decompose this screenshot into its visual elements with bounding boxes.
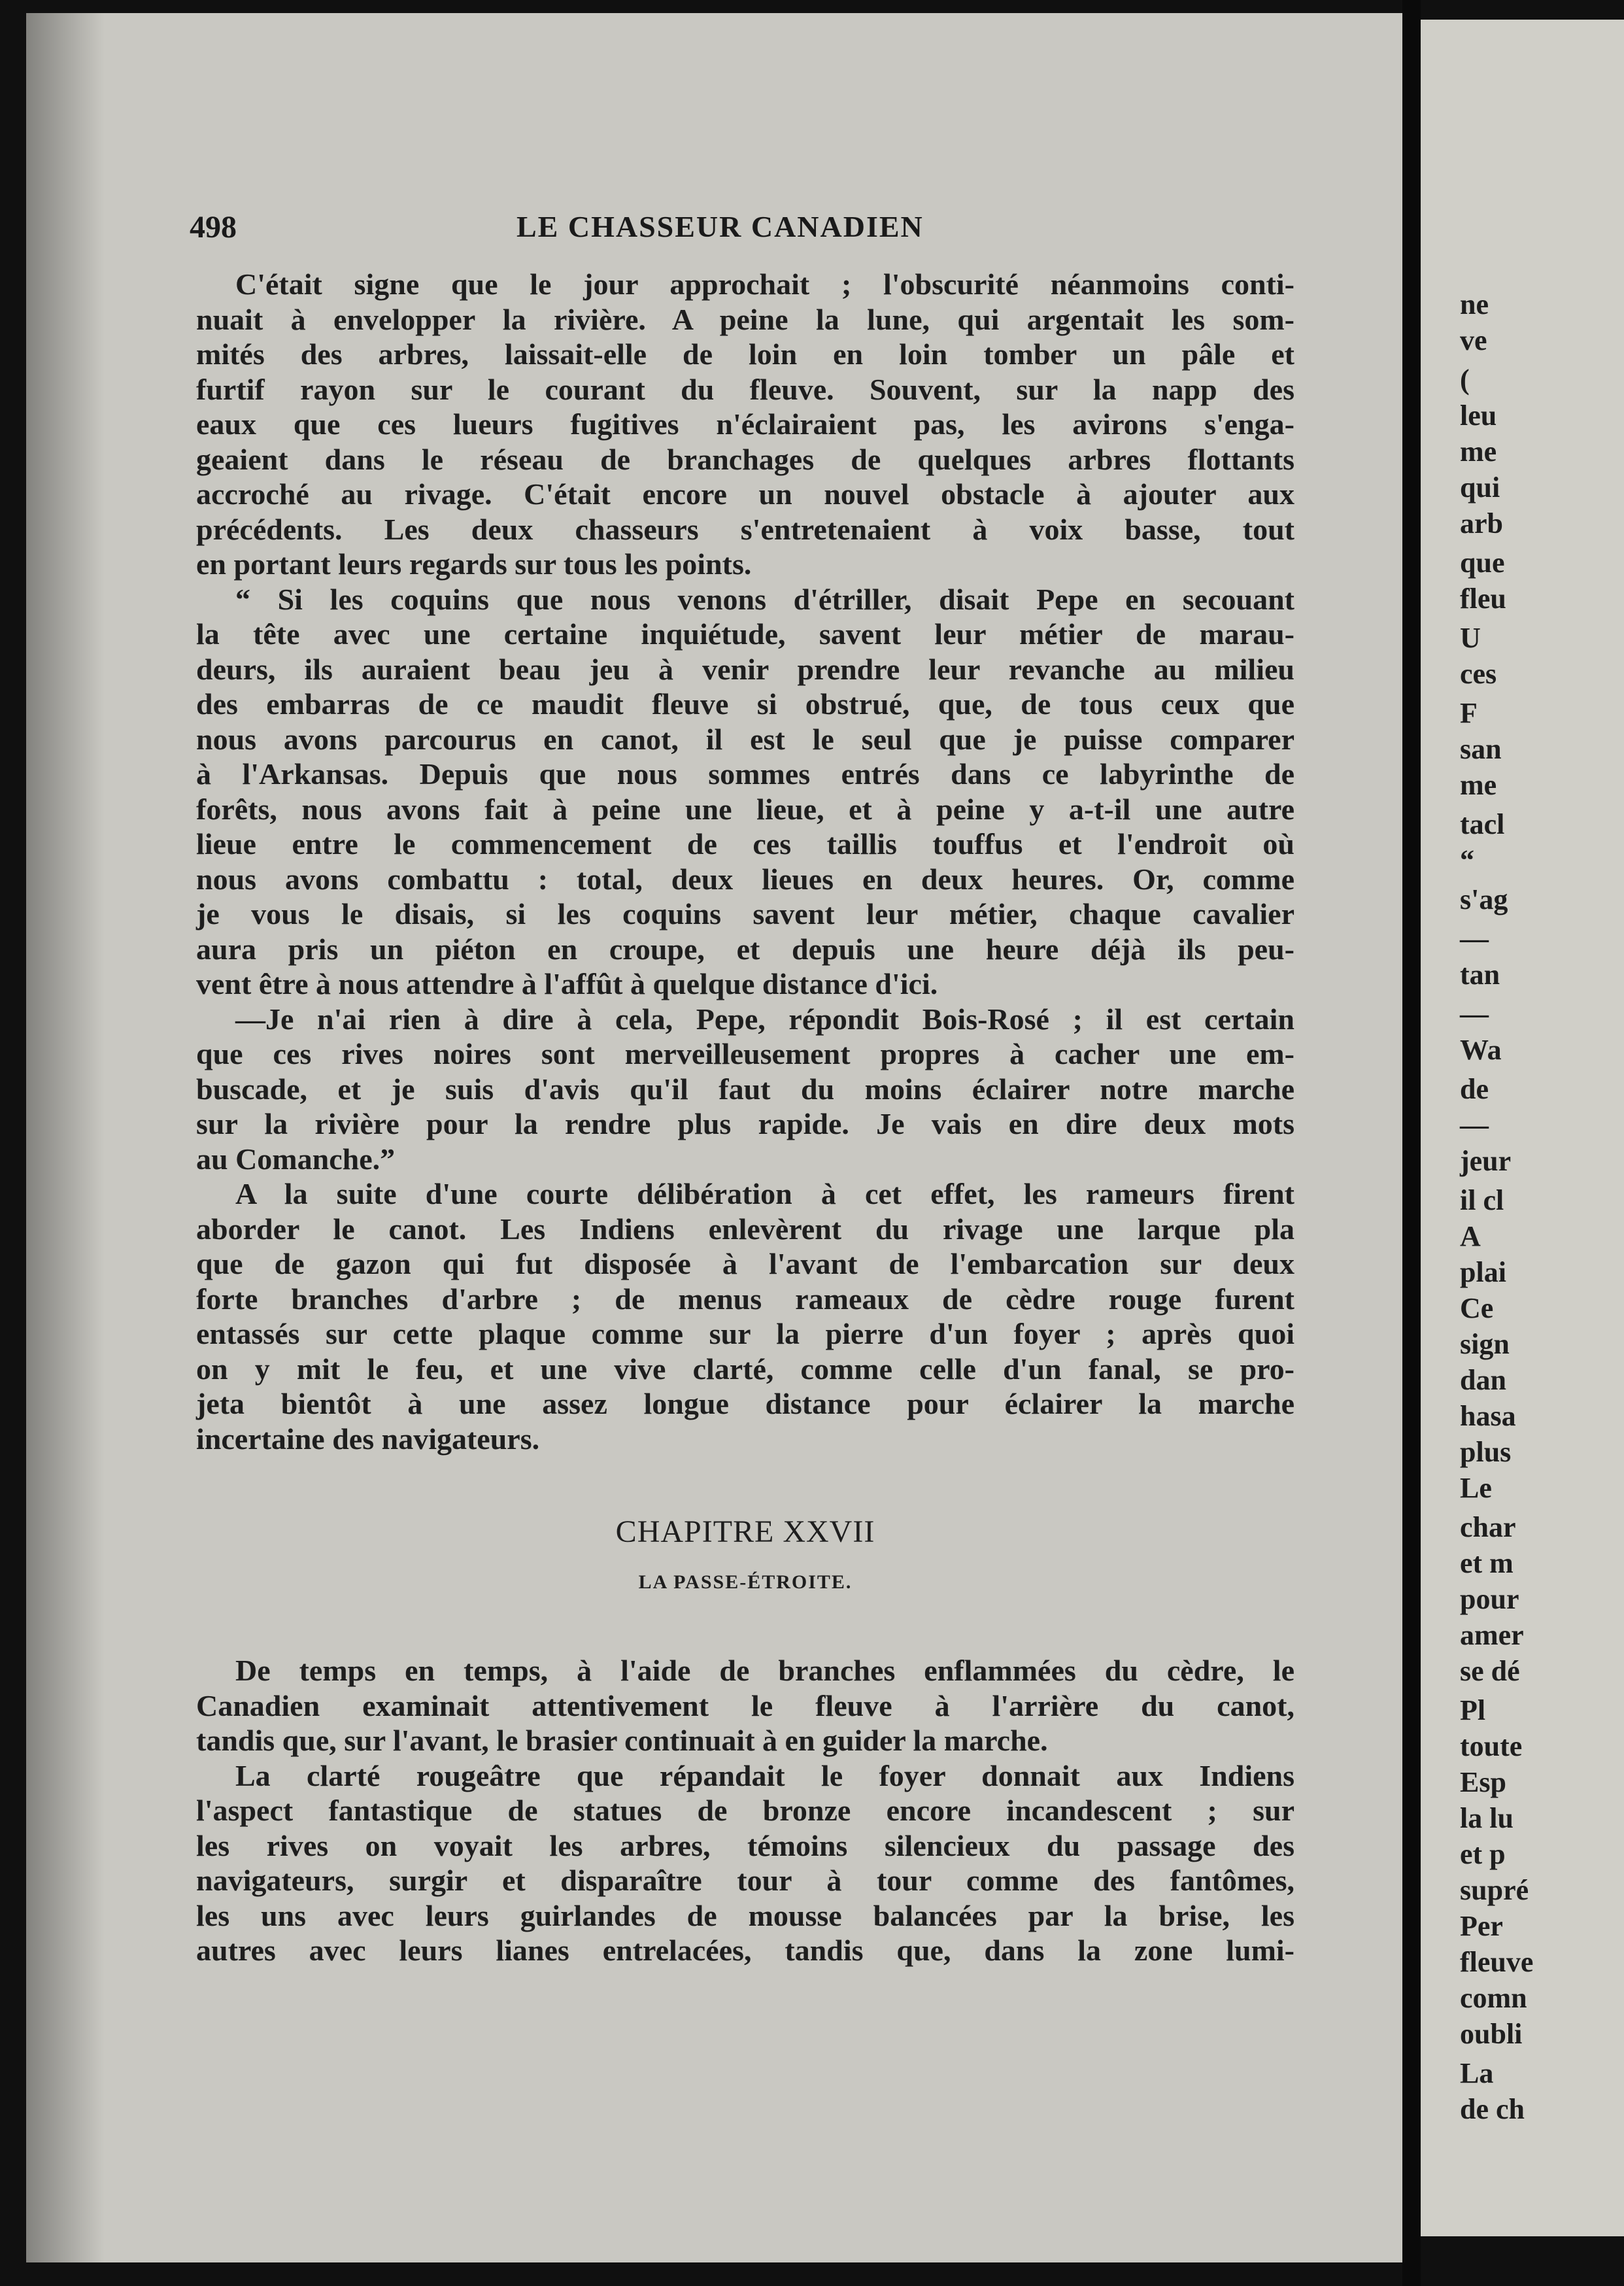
fragment-line: Le <box>1460 1472 1492 1504</box>
text-line: accroché au rivage. C'était encore un nouvel obstacle à ajouter aux <box>196 477 1294 511</box>
text-line: eaux que ces lueurs fugitives n'éclairaient pas, les avirons s'enga- <box>196 407 1294 441</box>
text-line: nous avons combattu : total, deux lieues en deux heures. Or, comme <box>196 862 1294 896</box>
fragment-line: comn <box>1460 1982 1527 2014</box>
fragment-line: jeur <box>1460 1145 1512 1177</box>
fragment-line: s'ag <box>1460 883 1508 915</box>
text-line: La clarté rougeâtre que répandait le foyer donnait aux Indiens <box>235 1758 1294 1792</box>
text-line: que de gazon qui fut disposée à l'avant de l'embarcation sur deux <box>196 1247 1294 1280</box>
chapter-subtitle: LA PASSE-ÉTROITE. <box>638 1571 853 1593</box>
fragment-line: “ <box>1460 844 1474 876</box>
text-line: jeta bientôt à une assez longue distance pour éclairer la marche <box>196 1387 1294 1420</box>
fragment-line: qui <box>1460 471 1500 503</box>
body-text-upper <box>196 267 1294 1456</box>
text-line: précédents. Les deux chasseurs s'entretenaient à voix basse, tout <box>196 512 1294 546</box>
fragment-line: san <box>1460 733 1502 765</box>
text-line: les uns avec leurs guirlandes de mousse balancées par la brise, les <box>196 1898 1294 1932</box>
text-line: on y mit le feu, et une vive clarté, comme celle d'un fanal, se pro- <box>196 1352 1294 1386</box>
fragment-line: et p <box>1460 1838 1506 1870</box>
text-line: incertaine des navigateurs. <box>196 1422 540 1456</box>
text-line: aborder le canot. Les Indiens enlevèrent du rivage une larque pla <box>196 1212 1294 1246</box>
text-line: au Comanche.” <box>196 1142 396 1176</box>
fragment-line: La <box>1460 2057 1494 2089</box>
fragment-line: sign <box>1460 1328 1510 1360</box>
text-line: vent être à nous attendre à l'affût à quelque distance d'ici. <box>196 967 938 1000</box>
text-line: tandis que, sur l'avant, le brasier continuait à en guider la marche. <box>196 1724 1048 1757</box>
fragment-line: Pl <box>1460 1694 1486 1726</box>
fragment-line: dan <box>1460 1364 1506 1396</box>
text-line: à l'Arkansas. Depuis que nous sommes entrés dans ce labyrinthe de <box>196 757 1294 791</box>
fragment-line: leu <box>1460 400 1497 432</box>
fragment-line: pour <box>1460 1583 1519 1615</box>
fragment-line: arb <box>1460 507 1503 539</box>
text-line: buscade, et je suis d'avis qu'il faut du moins éclairer notre marche <box>196 1072 1294 1106</box>
fragment-line: que <box>1460 547 1505 579</box>
fragment-line: plai <box>1460 1256 1506 1288</box>
fragment-line: — <box>1460 998 1489 1030</box>
fragment-line: tacl <box>1460 808 1505 840</box>
fragment-line: A <box>1460 1220 1481 1252</box>
text-line: je vous le disais, si les coquins savent leur métier, chaque cavalier <box>196 897 1294 930</box>
fragment-line: la lu <box>1460 1802 1514 1834</box>
left-page <box>26 13 1402 2262</box>
fragment-line: tan <box>1460 959 1500 991</box>
fragment-line: fleu <box>1460 583 1506 615</box>
right-page <box>1421 20 1624 2236</box>
text-line: forte branches d'arbre ; de menus rameaux de cèdre rouge furent <box>196 1282 1294 1316</box>
fragment-line: fleuve <box>1460 1946 1534 1978</box>
text-line: la tête avec une certaine inquiétude, savent leur métier de marau- <box>196 617 1294 651</box>
text-line: C'était signe que le jour approchait ; l'obscurité néanmoins conti- <box>235 267 1294 301</box>
book-gutter <box>1402 0 1421 2286</box>
running-header <box>190 209 1301 255</box>
fragment-line: oubli <box>1460 2018 1523 2050</box>
text-line: navigateurs, surgir et disparaître tour à tour comme des fantômes, <box>196 1864 1294 1897</box>
text-line: nuait à envelopper la rivière. A peine la lune, qui argentait les som- <box>196 302 1294 336</box>
text-line: sur la rivière pour la rendre plus rapide. Je vais en dire deux mots <box>196 1107 1294 1140</box>
fragment-line: me <box>1460 769 1497 801</box>
text-line: De temps en temps, à l'aide de branches enflammées du cèdre, le <box>235 1654 1294 1687</box>
fragment-line: plus <box>1460 1436 1512 1468</box>
text-line: en portant leurs regards sur tous les points. <box>196 547 752 581</box>
text-line: forêts, nous avons fait à peine une lieue, et à peine y a-t-il une autre <box>196 792 1294 826</box>
fragment-line: — <box>1460 1109 1489 1141</box>
text-line: geaient dans le réseau de branchages de quelques arbres flottants <box>196 442 1294 476</box>
fragment-line: Per <box>1460 1910 1503 1942</box>
fragment-line: ve <box>1460 324 1487 356</box>
fragment-line: ces <box>1460 658 1497 690</box>
text-line: que ces rives noires sont merveilleusement propres à cacher une em- <box>196 1037 1294 1070</box>
fragment-line: me <box>1460 435 1497 468</box>
text-line: les rives on voyait les arbres, témoins silencieux du passage des <box>196 1828 1294 1862</box>
fragment-line: hasa <box>1460 1400 1516 1432</box>
fragment-line: Wa <box>1460 1034 1502 1066</box>
fragment-line: amer <box>1460 1619 1524 1651</box>
text-line: lieue entre le commencement de ces taillis touffus et l'endroit où <box>196 827 1294 861</box>
fragment-line: il cl <box>1460 1184 1504 1216</box>
text-line: entassés sur cette plaque comme sur la pierre d'un foyer ; après quoi <box>196 1317 1294 1350</box>
text-line: nous avons parcourus en canot, il est le seul que je puisse comparer <box>196 722 1294 756</box>
running-title: LE CHASSEUR CANADIEN <box>516 210 924 243</box>
fragment-line: char <box>1460 1511 1516 1543</box>
fragment-line: Esp <box>1460 1766 1506 1798</box>
text-line: l'aspect fantastique de statues de bronze encore incandescent ; sur <box>196 1794 1294 1827</box>
body-text-lower <box>196 1653 1294 1968</box>
fragment-line: et m <box>1460 1547 1514 1579</box>
text-line: deurs, ils auraient beau jeu à venir prendre leur revanche au milieu <box>196 652 1294 686</box>
fragment-line: se dé <box>1460 1655 1520 1687</box>
fragment-line: de ch <box>1460 2093 1525 2125</box>
fragment-line: ne <box>1460 288 1489 320</box>
text-line: Canadien examinait attentivement le fleuve à l'arrière du canot, <box>196 1688 1294 1722</box>
text-line: des embarras de ce maudit fleuve si obstrué, que, de tous ceux que <box>196 687 1294 721</box>
fragment-line: de <box>1460 1073 1489 1105</box>
text-line: —Je n'ai rien à dire à cela, Pepe, répondit Bois-Rosé ; il est certain <box>235 1002 1294 1036</box>
fragment-line: — <box>1460 923 1489 955</box>
text-line: mités des arbres, laissait-elle de loin en loin tomber un pâle et <box>196 337 1294 371</box>
fragment-line: Ce <box>1460 1292 1494 1324</box>
fragment-line: ( <box>1460 364 1470 396</box>
chapter-title: CHAPITRE XXVII <box>615 1514 875 1549</box>
text-line: A la suite d'une courte délibération à cet effet, les rameurs firent <box>235 1177 1294 1210</box>
text-line: “ Si les coquins que nous venons d'étriller, disait Pepe en secouant <box>235 582 1294 616</box>
page-number: 498 <box>190 210 237 245</box>
fragment-line: supré <box>1460 1874 1529 1906</box>
fragment-line: F <box>1460 697 1478 729</box>
text-line: aura pris un piéton en croupe, et depuis une heure déjà ils peu- <box>196 932 1294 966</box>
text-line: autres avec leurs lianes entrelacées, tandis que, dans la zone lumi- <box>196 1934 1294 1967</box>
fragment-line: U <box>1460 622 1481 654</box>
fragment-line: toute <box>1460 1730 1523 1762</box>
text-line: furtif rayon sur le courant du fleuve. Souvent, sur la napp des <box>196 372 1294 406</box>
